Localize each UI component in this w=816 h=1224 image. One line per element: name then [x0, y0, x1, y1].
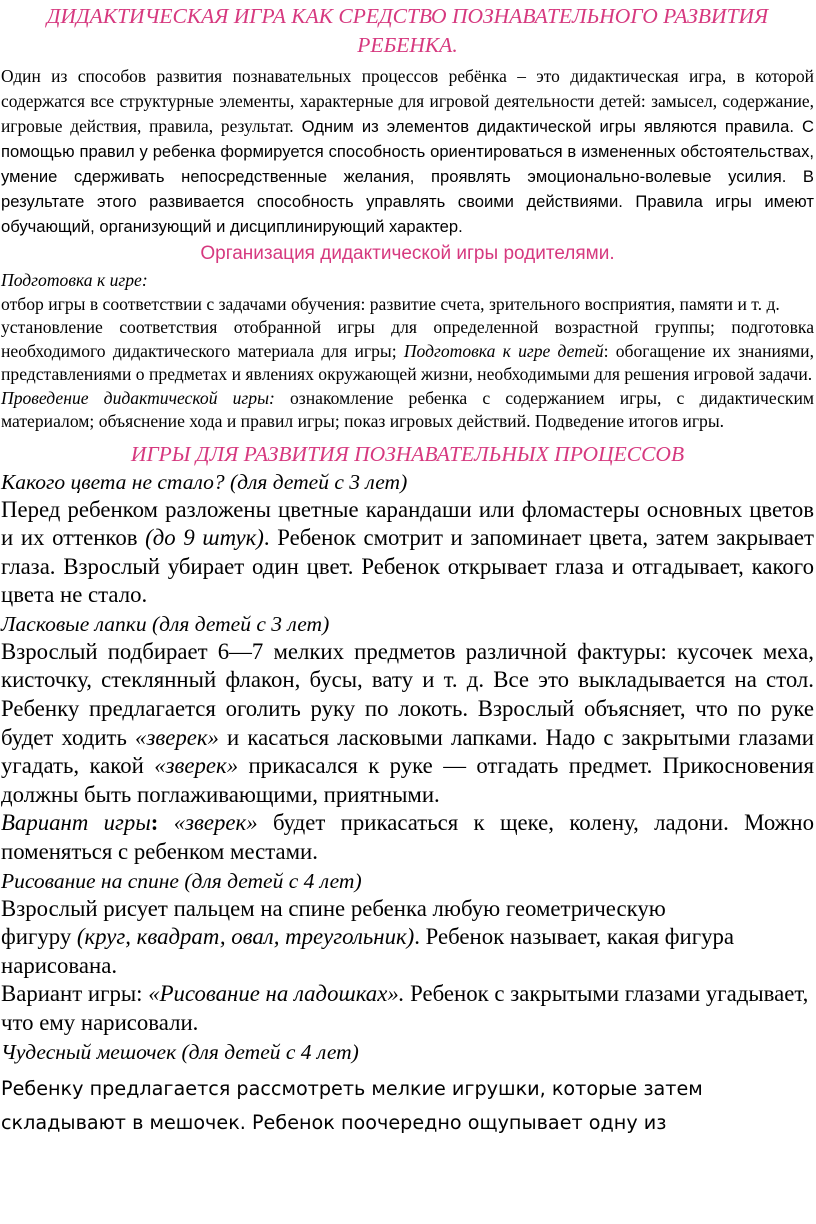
game3-variant-a: Вариант игры:	[1, 981, 149, 1007]
prep-line2	[1, 316, 814, 387]
game3-line2-b: . Ребенок называет, какая фигура нарисована.	[1, 924, 735, 978]
game2-variant	[1, 809, 814, 866]
intro-text-part2: Одним из элементов дидактической игры являются правила. С помощью правил у ребенка формируется способность ориентироваться в измененных обстоятельствах, умение сдерживать непосредственные желания, проявлять эмоционально-волевые усилия. В результате этого развивается способность управлять своими действиями. Правила игры имеют обучающий, организующий и дисциплинирующий характер.	[1, 117, 815, 236]
game1-text-b: . Ребенок смотрит и запоминает цвета, затем закрывает глаза. Взрослый убирает один цвет. Ребенок открывает глаза и отгадывает, какого цвета не стало.	[1, 525, 814, 608]
organization-heading: Организация дидактической игры родителями.	[200, 243, 615, 264]
game2-variant-text: будет прикасаться к щеке, колену, ладони. Можно поменяться с ребенком местами.	[1, 810, 815, 865]
game4-title: Чудесный мешочек (для детей с 4 лет)	[1, 1039, 359, 1064]
intro-paragraph	[1, 64, 814, 239]
prep-line2-b: : обогащение их знаниями, представлениями о предметах и явлениях окружающей жизни, необходимыми для решения игровой задачи.	[1, 340, 814, 384]
game3-line2	[1, 923, 814, 980]
game2-variant-colon: :	[150, 810, 174, 836]
game2-variant-label: Вариант игры	[1, 810, 151, 836]
game1-text-a: Перед ребенком разложены цветные карандаши или фломастеры основных цветов и их оттенков	[1, 496, 814, 551]
game3-line2-a: фигуру	[1, 924, 77, 950]
game3-title: Рисование на спине (для детей с 4 лет)	[1, 868, 362, 893]
game3-line2-italic: (круг, квадрат, овал, треугольник)	[76, 924, 415, 950]
prep-line1: отбор игры в соответствии с задачами обучения: развитие счета, зрительного восприятия, памяти и т. д.	[1, 293, 780, 314]
game2-beast2: «зверек»	[154, 753, 239, 779]
prep-label	[1, 269, 814, 293]
intro-text-part1: Один из способов развития познавательных процессов ребёнка – это дидактическая игра, в которой содержатся все структурные элементы, характерные для игровой деятельности детей: замысел, содержание, игровые действия, правила, результат.	[1, 66, 814, 136]
game2-text-a: Взрослый подбирает 6—7 мелких предметов различной фактуры: кусочек меха, кисточку, стеклянный флакон, бусы, вату и т. д. Все это выкладывается на стол. Ребенку предлагается оголить руку по локоть. Взрослый объясняет, что по руке будет ходить	[1, 638, 814, 750]
game3-variant	[1, 980, 814, 1037]
game2-title: Ласковые лапки (для детей с 3 лет)	[1, 611, 330, 636]
game2-text-b: и касаться ласковыми лапками. Надо с закрытыми глазами угадать, какой	[1, 724, 814, 779]
conduct-paragraph	[1, 387, 814, 434]
games-heading: ИГРЫ ДЛЯ РАЗВИТИЯ ПОЗНАВАТЕЛЬНЫХ ПРОЦЕССОВ	[130, 441, 685, 466]
conduct-label: Проведение дидактической игры:	[1, 387, 275, 408]
game4-text: Ребенку предлагается рассмотреть мелкие игрушки, которые затем складывают в мешочек. Ребенок поочередно ощупывает одну из	[1, 1076, 703, 1134]
game1-title: Какого цвета не стало? (для детей с 3 лет)	[1, 469, 408, 494]
game3-variant-italic: «Рисование на ладошках».	[148, 981, 405, 1007]
game3-variant-b: Ребенок с закрытыми глазами угадывает, что ему нарисовали.	[1, 981, 809, 1035]
game2-text	[1, 638, 814, 810]
conduct-text: ознакомление ребенка с содержанием игры, с дидактическим материалом; объяснение хода и правил игры; показ игровых действий. Подведение итогов игры.	[1, 387, 815, 431]
game1-text	[1, 496, 814, 610]
prep-line2-a: установление соответствия отобранной игры для определенной возрастной группы; подготовка необходимого дидактического материала для игры;	[1, 317, 814, 361]
game1-text-italic: (до 9 штук)	[145, 525, 264, 551]
prep-label-text: Подготовка к игре:	[1, 270, 148, 290]
game2-beast1: «зверек»	[135, 724, 219, 750]
game2-text-c: прикасался к руке — отгадать предмет. Прикосновения должны быть поглаживающими, приятными.	[1, 753, 814, 807]
game2-beast3: «зверек»	[173, 810, 258, 836]
document-title: ДИДАКТИЧЕСКАЯ ИГРА КАК СРЕДСТВО ПОЗНАВАТЕЛЬНОГО РАЗВИТИЯ РЕБЕНКА.	[46, 4, 769, 57]
game3-line1: Взрослый рисует пальцем на спине ребенка любую геометрическую	[1, 895, 666, 921]
prep-children-label: Подготовка к игре детей	[403, 340, 604, 361]
